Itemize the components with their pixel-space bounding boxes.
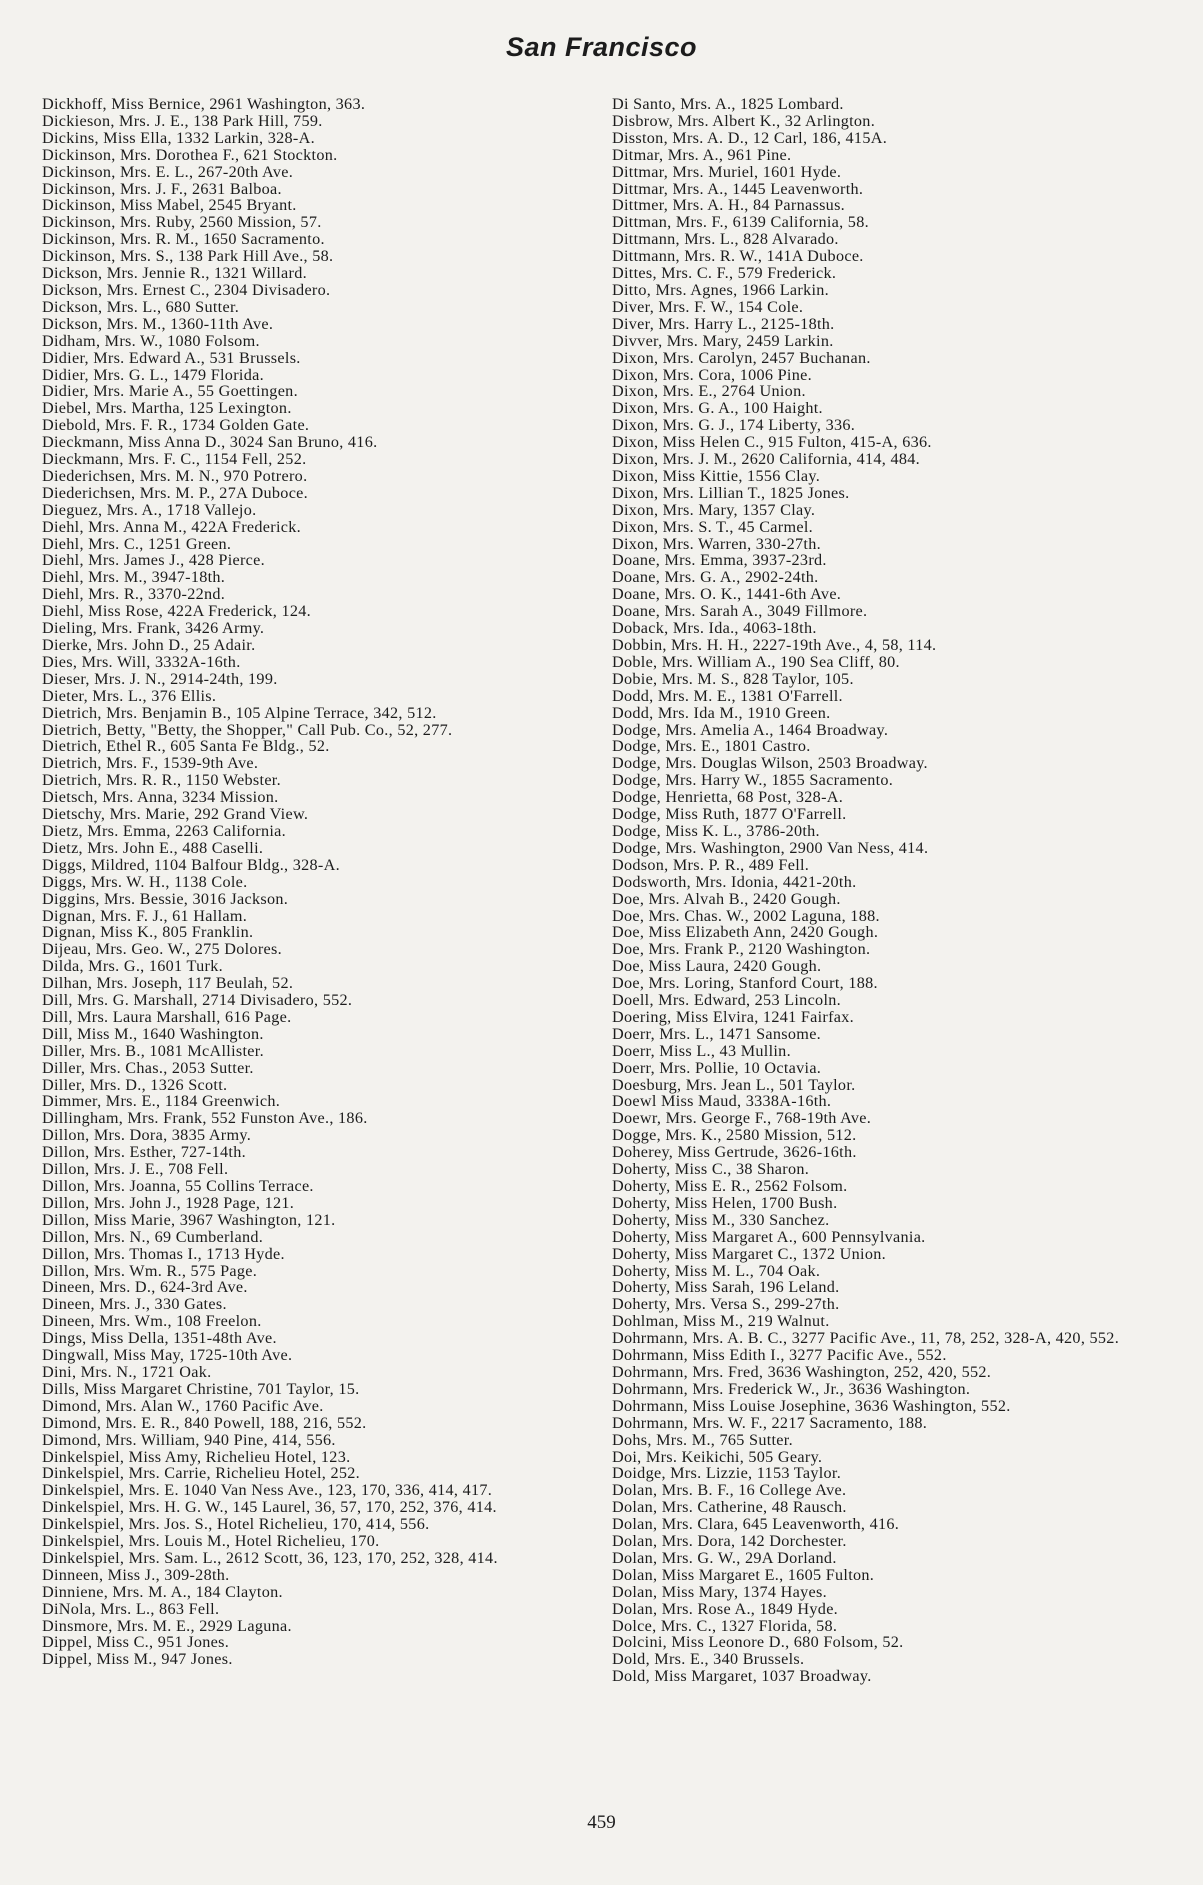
directory-entry: Dittmer, Mrs. A. H., 84 Parnassus. bbox=[612, 196, 846, 215]
directory-entry: Doe, Mrs. Chas. W., 2002 Laguna, 188. bbox=[612, 906, 880, 925]
directory-entry: Doane, Mrs. Sarah A., 3049 Fillmore. bbox=[612, 602, 868, 621]
directory-entry: Dixon, Miss Kittie, 1556 Clay. bbox=[612, 466, 821, 485]
directory-entry: Dolce, Mrs. C., 1327 Florida, 58. bbox=[612, 1616, 838, 1635]
directory-entry: Dillon, Mrs. Thomas I., 1713 Hyde. bbox=[42, 1244, 285, 1263]
directory-entry: Ditmar, Mrs. A., 961 Pine. bbox=[612, 145, 792, 164]
directory-entry: Dixon, Mrs. Lillian T., 1825 Jones. bbox=[612, 483, 850, 502]
directory-entry: Diederichsen, Mrs. M. P., 27A Duboce. bbox=[42, 483, 309, 502]
directory-entry: Dickhoff, Miss Bernice, 2961 Washington, 363. bbox=[42, 95, 366, 113]
directory-entry: Dietschy, Mrs. Marie, 292 Grand View. bbox=[42, 805, 309, 824]
directory-entry: Dill, Mrs. G. Marshall, 2714 Divisadero, 552. bbox=[42, 991, 353, 1010]
directory-entry: Dieguez, Mrs. A., 1718 Vallejo. bbox=[42, 500, 257, 519]
directory-entry: Dohs, Mrs. M., 765 Sutter. bbox=[612, 1430, 793, 1449]
directory-entry: Dieser, Mrs. J. N., 2914-24th, 199. bbox=[42, 669, 278, 688]
directory-entry: Dilhan, Mrs. Joseph, 117 Beulah, 52. bbox=[42, 974, 294, 993]
directory-entry: Dimmer, Mrs. E., 1184 Greenwich. bbox=[42, 1092, 281, 1111]
directory-entry: Disbrow, Mrs. Albert K., 32 Arlington. bbox=[612, 111, 876, 130]
directory-entry: Dillon, Mrs. J. E., 708 Fell. bbox=[42, 1160, 229, 1179]
directory-entry: Dixon, Mrs. Carolyn, 2457 Buchanan. bbox=[612, 348, 871, 367]
directory-entry: Doidge, Mrs. Lizzie, 1153 Taylor. bbox=[612, 1464, 842, 1483]
directory-entry: Dittmann, Mrs. R. W., 141A Duboce. bbox=[612, 247, 864, 266]
directory-entry: Doi, Mrs. Keikichi, 505 Geary. bbox=[612, 1447, 823, 1466]
directory-entry: Dinsmore, Mrs. M. E., 2929 Laguna. bbox=[42, 1616, 292, 1635]
directory-entry: Dobbin, Mrs. H. H., 2227-19th Ave., 4, 58, 114. bbox=[612, 636, 937, 654]
directory-entry: Dietrich, Mrs. R. R., 1150 Webster. bbox=[42, 771, 281, 790]
right-column bbox=[612, 96, 1172, 1685]
directory-entry: Dietz, Mrs. Emma, 2263 California. bbox=[42, 821, 286, 840]
directory-entry: Doane, Mrs. O. K., 1441-6th Ave. bbox=[612, 585, 842, 604]
directory-entry: Doherey, Miss Gertrude, 3626-16th. bbox=[612, 1143, 857, 1162]
directory-entry: Doewr, Mrs. George F., 768-19th Ave. bbox=[612, 1109, 872, 1128]
directory-entry: Diller, Mrs. Chas., 2053 Sutter. bbox=[42, 1058, 254, 1077]
directory-entry: Dietrich, Mrs. Benjamin B., 105 Alpine Terrace, 342, 512. bbox=[42, 703, 437, 722]
directory-entry: Diggs, Mildred, 1104 Balfour Bldg., 328-A. bbox=[42, 855, 340, 874]
directory-entry: Dills, Miss Margaret Christine, 701 Taylor, 15. bbox=[42, 1379, 360, 1398]
directory-entry: Dineen, Mrs. Wm., 108 Freelon. bbox=[42, 1312, 262, 1331]
directory-entry: Dippel, Miss C., 951 Jones. bbox=[42, 1633, 230, 1652]
directory-entry: Dohrmann, Mrs. W. F., 2217 Sacramento, 188. bbox=[612, 1413, 928, 1432]
directory-entry: Dickins, Miss Ella, 1332 Larkin, 328-A. bbox=[42, 128, 315, 147]
directory-entry: Dodd, Mrs. Ida M., 1910 Green. bbox=[612, 703, 831, 722]
directory-entry: Dimond, Mrs. William, 940 Pine, 414, 556. bbox=[42, 1430, 336, 1449]
directory-entry: Dodge, Henrietta, 68 Post, 328-A. bbox=[612, 788, 844, 807]
directory-entry: Dietsch, Mrs. Anna, 3234 Mission. bbox=[42, 788, 279, 807]
directory-entry: Dineen, Mrs. D., 624-3rd Ave. bbox=[42, 1278, 248, 1297]
directory-entry: Doewl Miss Maud, 3338A-16th. bbox=[612, 1092, 832, 1111]
directory-entry: Diehl, Mrs. R., 3370-22nd. bbox=[42, 585, 226, 604]
directory-entry: Dieckmann, Mrs. F. C., 1154 Fell, 252. bbox=[42, 450, 307, 469]
directory-entry: Dillon, Mrs. John J., 1928 Page, 121. bbox=[42, 1193, 295, 1212]
directory-entry: Dieckmann, Miss Anna D., 3024 San Bruno, 416. bbox=[42, 433, 378, 452]
directory-entry: Dillon, Mrs. Esther, 727-14th. bbox=[42, 1143, 246, 1162]
directory-entry: Diller, Mrs. D., 1326 Scott. bbox=[42, 1075, 228, 1094]
directory-entry: Doe, Mrs. Loring, Stanford Court, 188. bbox=[612, 974, 878, 993]
directory-entry: Dinneen, Miss J., 309-28th. bbox=[42, 1565, 230, 1584]
page-header: San Francisco bbox=[505, 32, 698, 62]
directory-entry: Dixon, Mrs. G. J., 174 Liberty, 336. bbox=[612, 416, 856, 435]
directory-entry: Dimond, Mrs. E. R., 840 Powell, 188, 216, 552. bbox=[42, 1413, 367, 1432]
directory-entry: Dinniene, Mrs. M. A., 184 Clayton. bbox=[42, 1582, 283, 1601]
directory-entry: Doane, Mrs. Emma, 3937-23rd. bbox=[612, 551, 827, 570]
directory-entry: Dignan, Miss K., 805 Franklin. bbox=[42, 923, 254, 942]
directory-entry: Dill, Miss M., 1640 Washington. bbox=[42, 1024, 264, 1043]
directory-entry: Dittes, Mrs. C. F., 579 Frederick. bbox=[612, 264, 837, 283]
directory-entry: Dittmar, Mrs. Muriel, 1601 Hyde. bbox=[612, 162, 842, 181]
directory-entry: Dittmar, Mrs. A., 1445 Leavenworth. bbox=[612, 179, 864, 198]
directory-entry: Dietz, Mrs. John E., 488 Caselli. bbox=[42, 838, 264, 857]
directory-entry: Dinkelspiel, Mrs. Sam. L., 2612 Scott, 36, 123, 170, 252, 328, 414. bbox=[42, 1548, 498, 1567]
directory-entry: Dodge, Miss Ruth, 1877 O'Farrell. bbox=[612, 805, 847, 824]
directory-entry: Dolan, Mrs. G. W., 29A Dorland. bbox=[612, 1548, 837, 1567]
directory-entry: Diehl, Mrs. Anna M., 422A Frederick. bbox=[42, 517, 301, 536]
directory-entry: Diehl, Mrs. C., 1251 Green. bbox=[42, 534, 232, 553]
directory-entry: Dolan, Mrs. B. F., 16 College Ave. bbox=[612, 1481, 847, 1500]
directory-entry: Doherty, Miss E. R., 2562 Folsom. bbox=[612, 1177, 848, 1195]
directory-entry: Doe, Mrs. Alvah B., 2420 Gough. bbox=[612, 889, 841, 908]
directory-entry: Dodge, Mrs. Harry W., 1855 Sacramento. bbox=[612, 771, 894, 790]
directory-entry: Dolan, Miss Margaret E., 1605 Fulton. bbox=[612, 1565, 875, 1584]
directory-entry: Dinkelspiel, Miss Amy, Richelieu Hotel, 123. bbox=[42, 1447, 351, 1466]
left-column bbox=[42, 96, 612, 1668]
directory-entry: Dickinson, Mrs. J. F., 2631 Balboa. bbox=[42, 179, 282, 198]
directory-entry: Dillon, Miss Marie, 3967 Washington, 121. bbox=[42, 1210, 336, 1229]
directory-entry: Dingwall, Miss May, 1725-10th Ave. bbox=[42, 1346, 293, 1365]
directory-entry: Dinkelspiel, Mrs. Carrie, Richelieu Hotel, 252. bbox=[42, 1464, 361, 1483]
directory-entry: Dietrich, Ethel R., 605 Santa Fe Bldg., 52. bbox=[42, 737, 330, 756]
directory-entry: Dippel, Miss M., 947 Jones. bbox=[42, 1650, 233, 1669]
directory-entry: Dijeau, Mrs. Geo. W., 275 Dolores. bbox=[42, 940, 282, 959]
directory-entry: Doe, Miss Elizabeth Ann, 2420 Gough. bbox=[612, 923, 879, 942]
directory-entry: Doherty, Miss C., 38 Sharon. bbox=[612, 1160, 810, 1179]
directory-entry: Dietrich, Mrs. F., 1539-9th Ave. bbox=[42, 754, 259, 773]
directory-entry: Dixon, Mrs. S. T., 45 Carmel. bbox=[612, 517, 813, 536]
directory-entry: Dodge, Mrs. Amelia A., 1464 Broadway. bbox=[612, 720, 889, 739]
directory-entry: Dies, Mrs. Will, 3332A-16th. bbox=[42, 652, 241, 671]
directory-entry: Doherty, Miss M., 330 Sanchez. bbox=[612, 1210, 830, 1229]
directory-entry: Doback, Mrs. Ida., 4063-18th. bbox=[612, 619, 817, 638]
directory-entry: Dinkelspiel, Mrs. Jos. S., Hotel Richelieu, 170, 414, 556. bbox=[42, 1515, 430, 1534]
directory-entry: Doherty, Miss Margaret A., 600 Pennsylvania. bbox=[612, 1227, 926, 1246]
directory-entry: Dickinson, Mrs. R. M., 1650 Sacramento. bbox=[42, 230, 325, 249]
directory-entry: Dobie, Mrs. M. S., 828 Taylor, 105. bbox=[612, 669, 854, 688]
directory-entry: Diebel, Mrs. Martha, 125 Lexington. bbox=[42, 399, 292, 418]
directory-entry: Diver, Mrs. Harry L., 2125-18th. bbox=[612, 314, 835, 333]
directory-entry: Dolan, Mrs. Rose A., 1849 Hyde. bbox=[612, 1599, 839, 1618]
directory-entry: Diver, Mrs. F. W., 154 Cole. bbox=[612, 297, 804, 316]
directory-entry: Doherty, Miss M. L., 704 Oak. bbox=[612, 1261, 821, 1280]
directory-entry: Dodd, Mrs. M. E., 1381 O'Farrell. bbox=[612, 686, 843, 705]
directory-entry: Dohrmann, Miss Edith I., 3277 Pacific Ave., 552. bbox=[612, 1346, 947, 1365]
directory-entry: Dillon, Mrs. Wm. R., 575 Page. bbox=[42, 1261, 258, 1280]
directory-entry: Dolan, Mrs. Dora, 142 Dorchester. bbox=[612, 1532, 847, 1551]
directory-entry: Doble, Mrs. William A., 190 Sea Cliff, 80. bbox=[612, 652, 900, 671]
directory-entry: Dodge, Miss K. L., 3786-20th. bbox=[612, 821, 820, 840]
directory-entry: Didier, Mrs. G. L., 1479 Florida. bbox=[42, 365, 264, 384]
directory-entry: Dodson, Mrs. P. R., 489 Fell. bbox=[612, 855, 810, 874]
directory-entry: Dings, Miss Della, 1351-48th Ave. bbox=[42, 1329, 277, 1348]
directory-entry: Dickinson, Mrs. Ruby, 2560 Mission, 57. bbox=[42, 213, 322, 232]
directory-entry: Dogge, Mrs. K., 2580 Mission, 512. bbox=[612, 1126, 857, 1145]
directory-entry: Ditto, Mrs. Agnes, 1966 Larkin. bbox=[612, 280, 830, 299]
directory-entry: Dickson, Mrs. L., 680 Sutter. bbox=[42, 297, 240, 316]
directory-entry: Diederichsen, Mrs. M. N., 970 Potrero. bbox=[42, 466, 308, 485]
directory-entry: Dillon, Mrs. Dora, 3835 Army. bbox=[42, 1126, 252, 1145]
directory-entry: Didier, Mrs. Edward A., 531 Brussels. bbox=[42, 348, 301, 367]
page-number: 459 bbox=[587, 1812, 616, 1833]
directory-entry: Dixon, Mrs. G. A., 100 Haight. bbox=[612, 399, 823, 418]
directory-entry: Dolan, Mrs. Catherine, 48 Rausch. bbox=[612, 1498, 847, 1517]
directory-entry: Divver, Mrs. Mary, 2459 Larkin. bbox=[612, 331, 834, 350]
directory-entry: Dodge, Mrs. Washington, 2900 Van Ness, 414. bbox=[612, 838, 929, 857]
directory-entry: Doane, Mrs. G. A., 2902-24th. bbox=[612, 568, 819, 587]
directory-entry: Doherty, Miss Helen, 1700 Bush. bbox=[612, 1193, 838, 1212]
directory-entry: Dinkelspiel, Mrs. Louis M., Hotel Richelieu, 170. bbox=[42, 1532, 380, 1551]
directory-entry: Dierke, Mrs. John D., 25 Adair. bbox=[42, 636, 256, 654]
directory-entry: Diller, Mrs. B., 1081 McAllister. bbox=[42, 1041, 264, 1060]
directory-entry: Doering, Miss Elvira, 1241 Fairfax. bbox=[612, 1007, 855, 1026]
directory-entry: Dietrich, Betty, "Betty, the Shopper," Call Pub. Co., 52, 277. bbox=[42, 720, 453, 739]
directory-entry: Dickinson, Mrs. Dorothea F., 621 Stockton. bbox=[42, 145, 338, 164]
directory-entry: Dodge, Mrs. E., 1801 Castro. bbox=[612, 737, 811, 756]
directory-entry: Dinkelspiel, Mrs. E. 1040 Van Ness Ave., 123, 170, 336, 414, 417. bbox=[42, 1481, 493, 1500]
directory-entry: Doe, Miss Laura, 2420 Gough. bbox=[612, 957, 822, 976]
directory-entry: Doherty, Mrs. Versa S., 299-27th. bbox=[612, 1295, 840, 1314]
directory-entry: Diehl, Mrs. James J., 428 Pierce. bbox=[42, 551, 266, 570]
directory-entry: Dohrmann, Mrs. Fred, 3636 Washington, 252, 420, 552. bbox=[612, 1362, 992, 1381]
directory-entry: Dickson, Mrs. Ernest C., 2304 Divisadero. bbox=[42, 280, 331, 299]
directory-entry: Dickson, Mrs. Jennie R., 1321 Willard. bbox=[42, 264, 307, 283]
directory-entry: Diebold, Mrs. F. R., 1734 Golden Gate. bbox=[42, 416, 310, 435]
directory-entry: Dillon, Mrs. N., 69 Cumberland. bbox=[42, 1227, 264, 1246]
directory-entry: Dieter, Mrs. L., 376 Ellis. bbox=[42, 686, 217, 705]
directory-entry: Dittman, Mrs. F., 6139 California, 58. bbox=[612, 213, 869, 232]
directory-entry: Dold, Mrs. E., 340 Brussels. bbox=[612, 1650, 805, 1669]
directory-entry: Dohlman, Miss M., 219 Walnut. bbox=[612, 1312, 830, 1331]
directory-entry: Dignan, Mrs. F. J., 61 Hallam. bbox=[42, 906, 248, 925]
directory-entry: Dickinson, Mrs. S., 138 Park Hill Ave., 58. bbox=[42, 247, 334, 266]
directory-entry: Dillingham, Mrs. Frank, 552 Funston Ave., 186. bbox=[42, 1109, 368, 1128]
directory-entry: Diggins, Mrs. Bessie, 3016 Jackson. bbox=[42, 889, 289, 908]
directory-entry: Dinkelspiel, Mrs. H. G. W., 145 Laurel, 36, 57, 170, 252, 376, 414. bbox=[42, 1498, 497, 1517]
directory-entry: Dixon, Mrs. J. M., 2620 California, 414, 484. bbox=[612, 450, 921, 469]
directory-entry: Dixon, Mrs. Mary, 1357 Clay. bbox=[612, 500, 816, 519]
directory-entry: Dixon, Mrs. E., 2764 Union. bbox=[612, 382, 806, 401]
directory-entry: Dold, Miss Margaret, 1037 Broadway. bbox=[612, 1667, 872, 1686]
directory-entry: Di Santo, Mrs. A., 1825 Lombard. bbox=[612, 95, 844, 113]
directory-entry: Dolan, Miss Mary, 1374 Hayes. bbox=[612, 1582, 827, 1601]
directory-entry: Diggs, Mrs. W. H., 1138 Cole. bbox=[42, 872, 248, 891]
directory-entry: Dineen, Mrs. J., 330 Gates. bbox=[42, 1295, 227, 1314]
directory-entry: Doerr, Mrs. Pollie, 10 Octavia. bbox=[612, 1058, 822, 1077]
directory-entry: Dodge, Mrs. Douglas Wilson, 2503 Broadway. bbox=[612, 754, 928, 773]
directory-entry: Dixon, Miss Helen C., 915 Fulton, 415-A, 636. bbox=[612, 433, 932, 452]
directory-entry: Dolan, Mrs. Clara, 645 Leavenworth, 416. bbox=[612, 1515, 900, 1534]
directory-entry: Dini, Mrs. N., 1721 Oak. bbox=[42, 1362, 212, 1381]
directory-entry: Dittmann, Mrs. L., 828 Alvarado. bbox=[612, 230, 839, 249]
directory-entry: Dilda, Mrs. G., 1601 Turk. bbox=[42, 957, 223, 976]
directory-entry: Disston, Mrs. A. D., 12 Carl, 186, 415A. bbox=[612, 128, 888, 147]
directory-entry: Doe, Mrs. Frank P., 2120 Washington. bbox=[612, 940, 871, 959]
directory-entry: Doell, Mrs. Edward, 253 Lincoln. bbox=[612, 991, 841, 1010]
directory-entry: Dixon, Mrs. Cora, 1006 Pine. bbox=[612, 365, 812, 384]
directory-entry: Dohrmann, Mrs. A. B. C., 3277 Pacific Ave., 11, 78, 252, 328-A, 420, 552. bbox=[612, 1329, 1120, 1348]
directory-entry: Dodsworth, Mrs. Idonia, 4421-20th. bbox=[612, 872, 857, 891]
directory-entry: Dixon, Mrs. Warren, 330-27th. bbox=[612, 534, 821, 553]
directory-entry: Dolcini, Miss Leonore D., 680 Folsom, 52. bbox=[612, 1633, 904, 1652]
directory-entry: Dimond, Mrs. Alan W., 1760 Pacific Ave. bbox=[42, 1396, 324, 1415]
directory-entry: Doherty, Miss Sarah, 196 Leland. bbox=[612, 1278, 840, 1297]
directory-entry: Dieling, Mrs. Frank, 3426 Army. bbox=[42, 619, 265, 638]
directory-entry: Dickinson, Miss Mabel, 2545 Bryant. bbox=[42, 196, 297, 215]
directory-entry: Diehl, Mrs. M., 3947-18th. bbox=[42, 568, 226, 587]
directory-entry: Dickinson, Mrs. E. L., 267-20th Ave. bbox=[42, 162, 294, 181]
directory-entry: Dillon, Mrs. Joanna, 55 Collins Terrace. bbox=[42, 1177, 314, 1195]
directory-entry: Dickson, Mrs. M., 1360-11th Ave. bbox=[42, 314, 274, 333]
directory-entry: Diehl, Miss Rose, 422A Frederick, 124. bbox=[42, 602, 312, 621]
directory-entry: Dickieson, Mrs. J. E., 138 Park Hill, 759. bbox=[42, 111, 323, 130]
directory-entry: Didham, Mrs. W., 1080 Folsom. bbox=[42, 331, 260, 350]
directory-entry: Dohrmann, Mrs. Frederick W., Jr., 3636 Washington. bbox=[612, 1379, 971, 1398]
directory-entry: Didier, Mrs. Marie A., 55 Goettingen. bbox=[42, 382, 298, 401]
directory-entry: Doerr, Miss L., 43 Mullin. bbox=[612, 1041, 791, 1060]
directory-entry: Doesburg, Mrs. Jean L., 501 Taylor. bbox=[612, 1075, 856, 1094]
directory-entry: Dill, Mrs. Laura Marshall, 616 Page. bbox=[42, 1007, 292, 1026]
directory-entry: Dohrmann, Miss Louise Josephine, 3636 Washington, 552. bbox=[612, 1396, 1011, 1415]
directory-entry: Doerr, Mrs. L., 1471 Sansome. bbox=[612, 1024, 822, 1043]
directory-entry: DiNola, Mrs. L., 863 Fell. bbox=[42, 1599, 220, 1618]
directory-entry: Doherty, Miss Margaret C., 1372 Union. bbox=[612, 1244, 886, 1263]
